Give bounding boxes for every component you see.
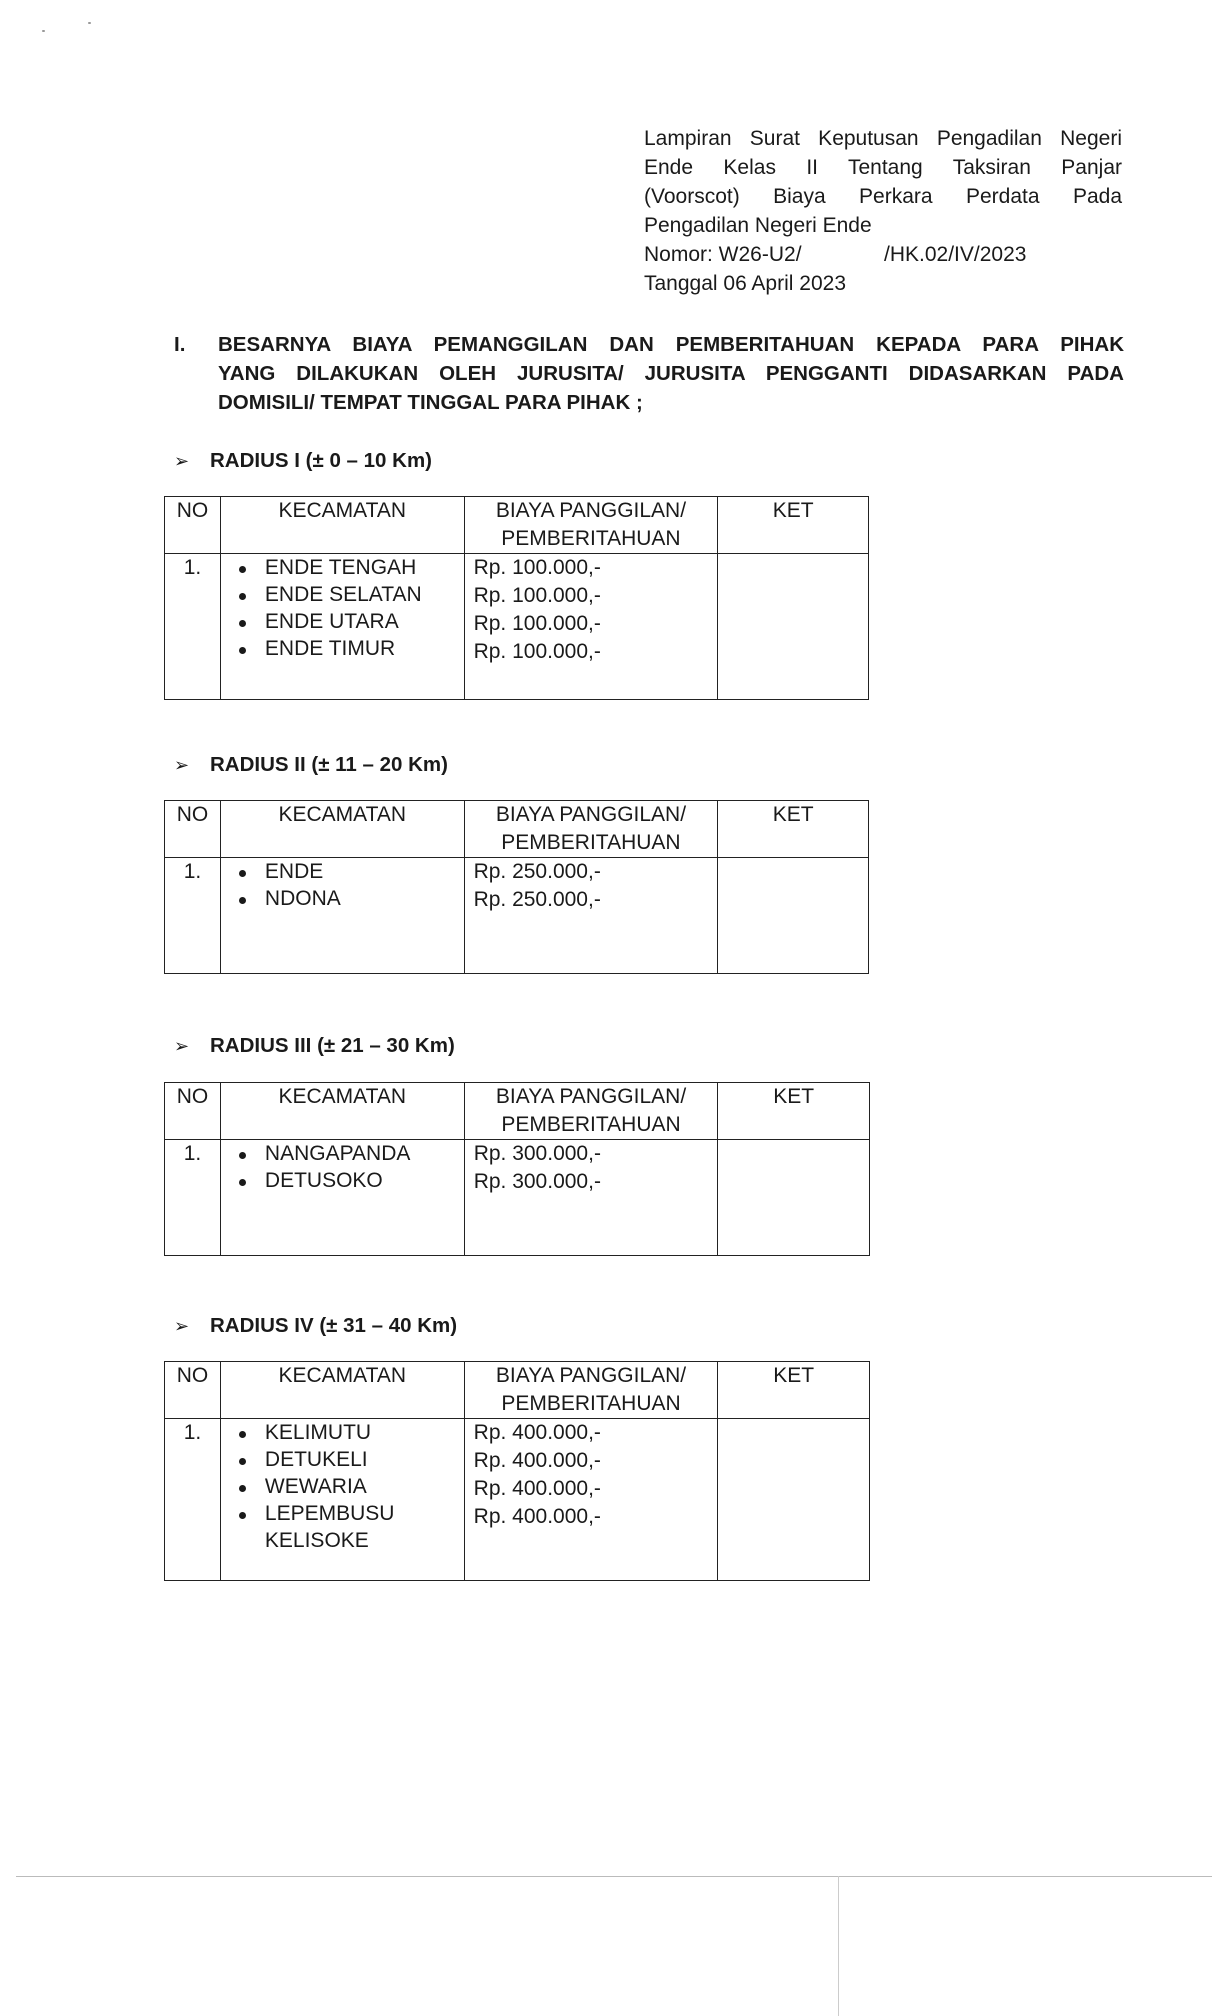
row-number: 1.	[165, 1419, 221, 1581]
fee-value: Rp. 250.000,-	[473, 860, 601, 883]
header-ket: KET	[718, 497, 869, 554]
list-item: NDONA	[221, 885, 464, 912]
radius-title-text: RADIUS IV (± 31 – 40 Km)	[210, 1314, 458, 1337]
list-item: NANGAPANDA	[221, 1140, 464, 1167]
radius-title-text: RADIUS I (± 0 – 10 Km)	[210, 449, 432, 472]
list-item: WEWARIA	[221, 1473, 464, 1500]
table-header-row	[165, 1362, 870, 1419]
fee-value: Rp. 400.000,-	[473, 1477, 601, 1500]
fee-value: Rp. 400.000,-	[473, 1449, 601, 1472]
decree-number	[644, 240, 1122, 269]
ket-cell	[718, 1140, 870, 1256]
header-kecamatan: KECAMATAN	[220, 1083, 464, 1140]
header-line: (Voorscot) Biaya Perkara Perdata Pada	[644, 185, 1122, 208]
header-line: Ende Kelas II Tentang Taksiran Panjar	[644, 156, 1122, 179]
section-number: I.	[174, 333, 186, 356]
header-ket: KET	[718, 1083, 870, 1140]
kecamatan-list-cell	[220, 1419, 464, 1581]
fee-value: Rp. 300.000,-	[473, 1142, 601, 1165]
header-kecamatan: KECAMATAN	[220, 497, 464, 554]
header-biaya: BIAYA PANGGILAN/ PEMBERITAHUAN	[464, 1362, 718, 1419]
header-biaya: BIAYA PANGGILAN/ PEMBERITAHUAN	[464, 1083, 718, 1140]
fee-value: Rp. 400.000,-	[473, 1421, 601, 1444]
ket-cell	[718, 858, 869, 974]
header-biaya: BIAYA PANGGILAN/ PEMBERITAHUAN	[464, 801, 718, 858]
radius-title	[174, 1034, 455, 1058]
header-kecamatan: KECAMATAN	[220, 1362, 464, 1419]
list-item: KELIMUTU	[221, 1419, 464, 1446]
kecamatan-list-cell	[220, 1140, 464, 1256]
scan-edge-line	[838, 1876, 839, 2016]
fee-list-cell	[464, 1140, 718, 1256]
header-line: Lampiran Surat Keputusan Pengadilan Negeri	[644, 127, 1122, 150]
list-item: ENDE TENGAH	[221, 554, 464, 581]
section-heading	[174, 330, 1124, 417]
arrow-bullet-icon: ➢	[174, 451, 190, 471]
row-number: 1.	[165, 1140, 221, 1256]
fee-table-radius-2	[164, 800, 869, 974]
table-row	[165, 554, 869, 700]
fee-table-radius-1	[164, 496, 869, 700]
table-row	[165, 1140, 870, 1256]
header-no: NO	[165, 1362, 221, 1419]
list-item: ENDE UTARA	[221, 608, 464, 635]
decree-number-prefix: Nomor: W26-U2/	[644, 243, 802, 266]
fee-value: Rp. 400.000,-	[473, 1505, 601, 1528]
radius-title	[174, 753, 448, 777]
kecamatan-list-cell	[220, 554, 464, 700]
table-row	[165, 1419, 870, 1581]
scan-speck	[88, 22, 91, 24]
fee-value: Rp. 100.000,-	[473, 640, 601, 663]
header-ket: KET	[718, 1362, 870, 1419]
fee-list-cell	[464, 858, 718, 974]
header-no: NO	[165, 801, 221, 858]
attachment-header	[644, 124, 1122, 298]
scan-speck	[42, 30, 45, 32]
header-no: NO	[165, 1083, 221, 1140]
fee-value: Rp. 100.000,-	[473, 612, 601, 635]
arrow-bullet-icon: ➢	[174, 1036, 190, 1056]
section-heading-line: YANG DILAKUKAN OLEH JURUSITA/ JURUSITA PENGGANTI DIDASARKAN PADA	[218, 362, 1124, 385]
section-heading-line: BESARNYA BIAYA PEMANGGILAN DAN PEMBERITAHUAN KEPADA PARA PIHAK	[218, 333, 1124, 356]
fee-value: Rp. 250.000,-	[473, 888, 601, 911]
table-header-row	[165, 801, 869, 858]
list-item: DETUSOKO	[221, 1167, 464, 1194]
header-ket: KET	[718, 801, 869, 858]
decree-number-suffix: /HK.02/IV/2023	[884, 243, 1027, 266]
table-header-row	[165, 497, 869, 554]
list-item: ENDE TIMUR	[221, 635, 464, 662]
fee-value: Rp. 100.000,-	[473, 584, 601, 607]
table-row	[165, 858, 869, 974]
fee-table-radius-3	[164, 1082, 870, 1256]
header-line: Pengadilan Negeri Ende	[644, 214, 872, 237]
list-item: LEPEMBUSU KELISOKE	[221, 1500, 405, 1554]
fee-table-radius-4	[164, 1361, 870, 1581]
radius-title	[174, 449, 432, 473]
list-item: ENDE SELATAN	[221, 581, 464, 608]
table-header-row	[165, 1083, 870, 1140]
list-item: DETUKELI	[221, 1446, 464, 1473]
header-kecamatan: KECAMATAN	[220, 801, 464, 858]
radius-title-text: RADIUS II (± 11 – 20 Km)	[210, 753, 448, 776]
section-heading-line: DOMISILI/ TEMPAT TINGGAL PARA PIHAK ;	[218, 391, 643, 414]
list-item: ENDE	[221, 858, 464, 885]
fee-list-cell	[464, 1419, 718, 1581]
fee-list-cell	[464, 554, 718, 700]
fee-value: Rp. 300.000,-	[473, 1170, 601, 1193]
header-biaya: BIAYA PANGGILAN/ PEMBERITAHUAN	[464, 497, 718, 554]
row-number: 1.	[165, 858, 221, 974]
radius-title	[174, 1314, 457, 1338]
radius-title-text: RADIUS III (± 21 – 30 Km)	[210, 1034, 455, 1057]
ket-cell	[718, 554, 869, 700]
scan-edge-line	[16, 1876, 1212, 1877]
kecamatan-list-cell	[220, 858, 464, 974]
ket-cell	[718, 1419, 870, 1581]
decree-date: Tanggal 06 April 2023	[644, 272, 846, 295]
arrow-bullet-icon: ➢	[174, 755, 190, 775]
arrow-bullet-icon: ➢	[174, 1316, 190, 1336]
row-number: 1.	[165, 554, 221, 700]
fee-value: Rp. 100.000,-	[473, 556, 601, 579]
header-no: NO	[165, 497, 221, 554]
